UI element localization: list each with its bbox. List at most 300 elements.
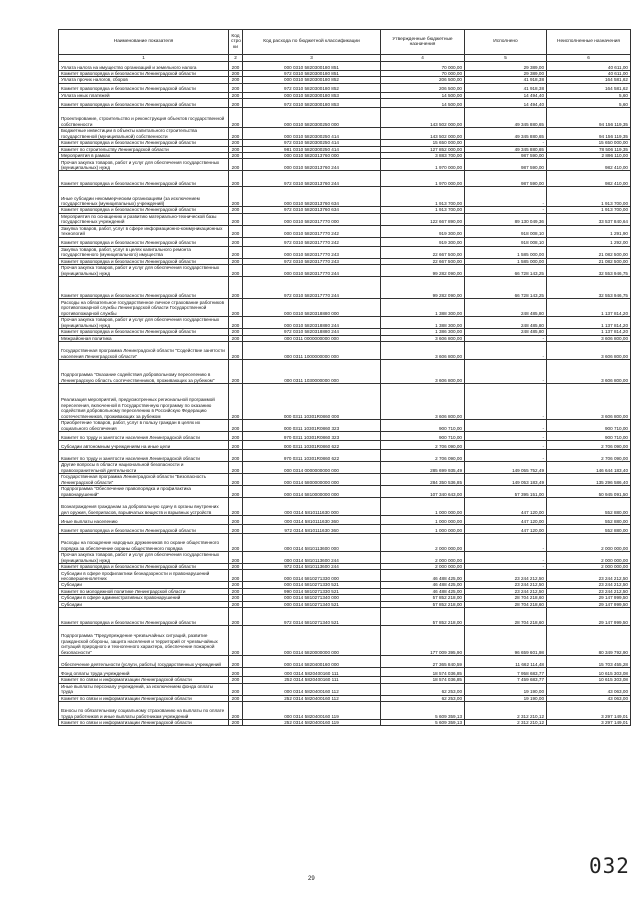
- row-unexecuted: 2 706 090,00: [547, 450, 631, 462]
- row-name: Мероприятия по оснащению и развитию материально-технической базы государственных учреждений: [59, 213, 229, 225]
- row-approved: 46 488 425,00: [381, 588, 465, 594]
- row-executed: -: [465, 335, 547, 341]
- row-approved: 5 609 359,13: [381, 701, 465, 719]
- row-unexecuted: 5,60: [547, 99, 631, 108]
- row-executed: 41 918,38: [465, 83, 547, 92]
- row-executed: -: [465, 564, 547, 570]
- row-line-code: 200: [229, 695, 243, 701]
- row-unexecuted: 94 156 119,35: [547, 128, 631, 140]
- row-name: Государственная программа Ленинградской области "Содействие занятости населения Ленинградской области": [59, 342, 229, 360]
- table-row: [59, 342, 631, 360]
- table-row: [59, 171, 631, 187]
- row-unexecuted: 40 611,00: [547, 71, 631, 77]
- row-budget-code: 970 0311 10301R0860 323: [243, 432, 381, 441]
- row-approved: 62 253,00: [381, 695, 465, 701]
- row-line-code: 200: [229, 77, 243, 83]
- row-budget-code: 000 0310 5820300250 000: [243, 108, 381, 128]
- row-approved: 14 500,00: [381, 92, 465, 98]
- header-unexecuted: Неисполненные назначения: [547, 30, 631, 55]
- table-row: [59, 246, 631, 258]
- row-budget-code: 000 0314 5820400160 119: [243, 701, 381, 719]
- row-approved: 62 253,00: [381, 683, 465, 695]
- table-header-row: [59, 30, 631, 55]
- row-approved: 18 574 036,85: [381, 677, 465, 683]
- row-unexecuted: 80 349 792,90: [547, 626, 631, 656]
- row-executed: 23 244 212,50: [465, 582, 547, 588]
- row-unexecuted: 3 606 800,00: [547, 335, 631, 341]
- row-budget-code: 000 0311 0000000000 000: [243, 335, 381, 341]
- row-budget-code: 972 0310 5820317770 244: [243, 277, 381, 299]
- table-row: [59, 525, 631, 534]
- row-budget-code: 000 0310 5820317770 243: [243, 246, 381, 258]
- row-executed: 447 120,00: [465, 525, 547, 534]
- row-unexecuted: 1 137 814,20: [547, 317, 631, 329]
- table-row: [59, 626, 631, 656]
- row-unexecuted: 552 880,00: [547, 525, 631, 534]
- row-unexecuted: 78 506 119,35: [547, 146, 631, 152]
- table-row: [59, 99, 631, 108]
- table-row: [59, 265, 631, 277]
- table-row: [59, 187, 631, 207]
- row-unexecuted: 40 611,00: [547, 62, 631, 71]
- row-budget-code: 981 0310 5820300250 414: [243, 146, 381, 152]
- row-approved: 57 852 218,00: [381, 608, 465, 626]
- row-approved: 127 852 000,00: [381, 146, 465, 152]
- row-executed: -: [465, 360, 547, 384]
- row-approved: 1 000 000,00: [381, 498, 465, 516]
- column-number: 3: [243, 55, 381, 62]
- row-budget-code: 000 0310 5820318880 000: [243, 299, 381, 317]
- row-name: Субсидии: [59, 601, 229, 607]
- row-unexecuted: 552 880,00: [547, 516, 631, 525]
- row-name: Субсидии автономным учреждениям на иные цели: [59, 441, 229, 450]
- row-name: Другие вопросы в области национальной безопасности и правоохранительной деятельности: [59, 462, 229, 474]
- row-unexecuted: 32 553 946,75: [547, 277, 631, 299]
- row-name: Уплата прочих налогов, сборов: [59, 77, 229, 83]
- table-row: [59, 299, 631, 317]
- row-budget-code: 990 0314 5810271330 521: [243, 588, 381, 594]
- row-unexecuted: 23 244 212,50: [547, 588, 631, 594]
- row-budget-code: 000 0314 5820400160 000: [243, 656, 381, 668]
- row-name: Комитет правопорядка и безопасности Ленинградской области: [59, 207, 229, 213]
- row-unexecuted: 10 615 303,08: [547, 668, 631, 677]
- table-row: [59, 462, 631, 474]
- row-executed: 447 120,00: [465, 516, 547, 525]
- row-budget-code: 970 0311 10301R0860 622: [243, 450, 381, 462]
- row-name: Комитет по труду и занятости населения Ленинградской области: [59, 450, 229, 462]
- row-line-code: 200: [229, 516, 243, 525]
- row-name: Комитет по молодежной политике Ленинградской области: [59, 588, 229, 594]
- row-line-code: 200: [229, 384, 243, 420]
- header-line-code: Код стро ки: [229, 30, 243, 55]
- row-name: Комитет правопорядка и безопасности Ленинградской области: [59, 83, 229, 92]
- row-unexecuted: 23 244 212,50: [547, 582, 631, 588]
- row-name: Уплата иных платежей: [59, 92, 229, 98]
- row-line-code: 200: [229, 608, 243, 626]
- row-line-code: 200: [229, 317, 243, 329]
- row-line-code: 200: [229, 595, 243, 601]
- row-name: Расходы на обязательное государственное личное страхование работников противопожарной службы Ленинградской области Государственной противопожарной службы: [59, 299, 229, 317]
- row-line-code: 200: [229, 582, 243, 588]
- row-line-code: 200: [229, 146, 243, 152]
- row-unexecuted: 1 913 700,00: [547, 187, 631, 207]
- table-row: [59, 420, 631, 432]
- row-approved: 206 500,00: [381, 83, 465, 92]
- row-executed: 14 494,40: [465, 99, 547, 108]
- row-approved: 143 502 000,00: [381, 108, 465, 128]
- row-budget-code: 252 0314 5820400160 119: [243, 719, 381, 725]
- row-name: Подпрограмма "Оказание содействия добровольному переселению в Ленинградскую область соотечественников, проживающих за рубежом": [59, 360, 229, 384]
- budget-execution-table: [58, 29, 631, 726]
- row-name: Комитет по связи и информатизации Ленинградской области: [59, 719, 229, 725]
- row-budget-code: 000 0314 5810000000 000: [243, 486, 381, 498]
- table-row: [59, 441, 631, 450]
- row-unexecuted: 21 082 500,00: [547, 246, 631, 258]
- row-name: Взносы по обязательному социальному страхованию на выплаты по оплате труда работников и иные выплаты работникам учреждений: [59, 701, 229, 719]
- row-executed: 149 053 183,49: [465, 474, 547, 486]
- row-line-code: 200: [229, 62, 243, 71]
- row-name: Расходы на поощрение народных дружинников по охране общественного порядка за обеспечение охраны общественного порядка: [59, 534, 229, 552]
- row-executed: 14 494,40: [465, 92, 547, 98]
- column-number: 5: [465, 55, 547, 62]
- row-approved: 3 606 800,00: [381, 342, 465, 360]
- row-executed: 447 120,00: [465, 498, 547, 516]
- row-executed: -: [465, 534, 547, 552]
- row-approved: 143 502 000,00: [381, 128, 465, 140]
- row-executed: 1 585 000,00: [465, 246, 547, 258]
- row-line-code: 200: [229, 420, 243, 432]
- row-executed: 49 345 880,65: [465, 108, 547, 128]
- row-executed: -: [465, 552, 547, 564]
- row-executed: 149 055 752,49: [465, 462, 547, 474]
- row-name: Прочая закупка товаров, работ и услуг для обеспечения государственных (муниципальных) нужд: [59, 159, 229, 171]
- row-budget-code: 000 0310 5820300180 853: [243, 92, 381, 98]
- row-budget-code: 000 0314 5810113600 244: [243, 552, 381, 564]
- row-budget-code: 972 0310 5820318880 244: [243, 329, 381, 335]
- row-name: Фонд оплаты труда учреждений: [59, 668, 229, 677]
- row-budget-code: 000 0310 5820317770 242: [243, 225, 381, 237]
- row-line-code: 200: [229, 92, 243, 98]
- row-executed: 19 190,00: [465, 683, 547, 695]
- row-approved: 57 852 218,00: [381, 595, 465, 601]
- row-unexecuted: 2 706 090,00: [547, 441, 631, 450]
- row-approved: 2 706 090,00: [381, 450, 465, 462]
- column-number: 4: [381, 55, 465, 62]
- row-name: Прочая закупка товаров, работ и услуг для обеспечения государственных (муниципальных) нужд: [59, 317, 229, 329]
- row-line-code: 200: [229, 626, 243, 656]
- row-line-code: 200: [229, 570, 243, 582]
- row-executed: 248 485,80: [465, 317, 547, 329]
- row-unexecuted: 50 945 091,50: [547, 486, 631, 498]
- row-budget-code: 000 0311 1000000000 000: [243, 342, 381, 360]
- row-budget-code: 972 0310 5820300180 852: [243, 83, 381, 92]
- row-line-code: 200: [229, 668, 243, 677]
- row-budget-code: 972 0310 5820317770 243: [243, 258, 381, 264]
- row-unexecuted: 29 147 999,50: [547, 601, 631, 607]
- row-approved: 919 300,00: [381, 225, 465, 237]
- row-line-code: 200: [229, 258, 243, 264]
- row-name: Мероприятия в рамках: [59, 153, 229, 159]
- row-budget-code: 000 0314 5810271330 000: [243, 570, 381, 582]
- row-executed: 29 389,00: [465, 71, 547, 77]
- row-budget-code: 000 0314 5820400160 111: [243, 668, 381, 677]
- table-row: [59, 486, 631, 498]
- row-name: Субсидии в сфере административных правонарушений: [59, 595, 229, 601]
- row-budget-code: 000 0314 5810271330 521: [243, 582, 381, 588]
- column-number: 2: [229, 55, 243, 62]
- table-row: [59, 608, 631, 626]
- row-executed: 2 312 210,12: [465, 701, 547, 719]
- row-budget-code: 972 0310 5820313760 244: [243, 171, 381, 187]
- table-row: [59, 432, 631, 441]
- row-approved: 15 650 000,00: [381, 140, 465, 146]
- row-approved: 70 000,00: [381, 71, 465, 77]
- row-budget-code: 000 0310 5820300180 852: [243, 77, 381, 83]
- row-line-code: 200: [229, 83, 243, 92]
- row-name: Вознаграждения гражданам за добровольную сдачу в органы внутренних дел оружия, боеприпасов, взрывчатых веществ и взрывных устройств: [59, 498, 229, 516]
- row-unexecuted: 10 615 303,08: [547, 677, 631, 683]
- row-name: Закупка товаров, работ, услуг в целях капитального ремонта государственного (муниципального) имущества: [59, 246, 229, 258]
- page-number: 29: [308, 876, 315, 882]
- row-name: Субсидии: [59, 582, 229, 588]
- row-line-code: 200: [229, 462, 243, 474]
- row-name: Иные выплаты населению: [59, 516, 229, 525]
- row-approved: 2 706 090,00: [381, 441, 465, 450]
- row-executed: 987 590,00: [465, 153, 547, 159]
- row-line-code: 200: [229, 265, 243, 277]
- row-name: Комитет правопорядка и безопасности Ленинградской области: [59, 140, 229, 146]
- row-executed: 41 918,38: [465, 77, 547, 83]
- table-row: [59, 225, 631, 237]
- row-approved: 3 606 800,00: [381, 384, 465, 420]
- row-name: Приобретение товаров, работ, услуг в пользу граждан в целях их социального обеспечения: [59, 420, 229, 432]
- row-line-code: 200: [229, 342, 243, 360]
- row-unexecuted: 1 137 814,20: [547, 329, 631, 335]
- row-executed: -: [465, 140, 547, 146]
- row-approved: 46 488 425,00: [381, 570, 465, 582]
- row-approved: 1 388 300,00: [381, 299, 465, 317]
- row-executed: 987 590,00: [465, 171, 547, 187]
- row-executed: -: [465, 342, 547, 360]
- row-approved: 18 574 036,85: [381, 668, 465, 677]
- row-executed: 7 459 683,77: [465, 677, 547, 683]
- row-approved: 1 913 700,00: [381, 207, 465, 213]
- row-name: Комитет правопорядка и безопасности Ленинградской области: [59, 329, 229, 335]
- table-row: [59, 83, 631, 92]
- row-approved: 27 365 840,59: [381, 656, 465, 668]
- row-line-code: 200: [229, 677, 243, 683]
- row-budget-code: 252 0314 5820400160 111: [243, 677, 381, 683]
- row-line-code: 200: [229, 601, 243, 607]
- table-row: [59, 384, 631, 420]
- row-budget-code: 972 0310 5820300250 414: [243, 140, 381, 146]
- row-name: Закупка товаров, работ, услуг в сфере информационно-коммуникационных технологий: [59, 225, 229, 237]
- row-unexecuted: 21 082 500,00: [547, 258, 631, 264]
- row-unexecuted: 3 297 149,01: [547, 701, 631, 719]
- row-name: Комитет по строительству Ленинградской области: [59, 146, 229, 152]
- row-approved: 122 667 890,00: [381, 213, 465, 225]
- row-budget-code: 252 0314 5820400160 112: [243, 695, 381, 701]
- row-approved: 1 000 000,00: [381, 525, 465, 534]
- row-approved: 5 609 359,13: [381, 719, 465, 725]
- row-line-code: 200: [229, 450, 243, 462]
- row-line-code: 200: [229, 474, 243, 486]
- row-executed: 66 728 143,25: [465, 265, 547, 277]
- row-executed: -: [465, 207, 547, 213]
- row-name: Реализация мероприятий, предусмотренных региональной программой переселения, включенной в Государственную программу по оказанию содействия добровольному переселению в Российскую Федерацию соотечественников, проживающих за рубежом: [59, 384, 229, 420]
- row-unexecuted: 43 063,00: [547, 695, 631, 701]
- row-approved: 3 883 700,00: [381, 153, 465, 159]
- row-budget-code: 000 0314 5820000000 000: [243, 626, 381, 656]
- table-row: [59, 570, 631, 582]
- row-executed: 248 485,80: [465, 329, 547, 335]
- row-approved: 1 386 300,00: [381, 329, 465, 335]
- row-approved: 1 000 000,00: [381, 516, 465, 525]
- row-approved: 1 388 300,00: [381, 317, 465, 329]
- table-row: [59, 474, 631, 486]
- row-unexecuted: 2 000 000,00: [547, 564, 631, 570]
- row-budget-code: 000 0314 5810271340 521: [243, 601, 381, 607]
- row-executed: 28 704 218,60: [465, 595, 547, 601]
- row-unexecuted: 23 244 212,50: [547, 570, 631, 582]
- row-line-code: 200: [229, 159, 243, 171]
- table-row: [59, 213, 631, 225]
- row-approved: 3 606 800,00: [381, 360, 465, 384]
- row-executed: 23 244 212,50: [465, 570, 547, 582]
- row-name: Обеспечение деятельности (услуги, работы) государственных учреждений: [59, 656, 229, 668]
- row-budget-code: 000 0314 0000000000 000: [243, 462, 381, 474]
- row-executed: 918 008,10: [465, 237, 547, 246]
- row-name: Комитет правопорядка и безопасности Ленинградской области: [59, 71, 229, 77]
- row-name: Комитет правопорядка и безопасности Ленинградской области: [59, 525, 229, 534]
- row-unexecuted: 1 291,90: [547, 225, 631, 237]
- header-executed: Исполнено: [465, 30, 547, 55]
- row-line-code: 200: [229, 237, 243, 246]
- row-executed: 28 704 218,60: [465, 608, 547, 626]
- row-name: Уплата налога на имущество организаций и земельного налога: [59, 62, 229, 71]
- row-unexecuted: 1 292,00: [547, 237, 631, 246]
- row-name: Бюджетные инвестиции в объекты капитального строительства государственной (муниципальной) собственности: [59, 128, 229, 140]
- row-unexecuted: 1 137 814,20: [547, 299, 631, 317]
- row-line-code: 200: [229, 564, 243, 570]
- row-executed: -: [465, 420, 547, 432]
- table-row: [59, 108, 631, 128]
- column-number: 6: [547, 55, 631, 62]
- row-approved: 1 970 000,00: [381, 171, 465, 187]
- row-approved: 107 340 643,00: [381, 486, 465, 498]
- row-line-code: 200: [229, 71, 243, 77]
- row-approved: 1 913 700,00: [381, 187, 465, 207]
- row-budget-code: 972 0310 5820300180 851: [243, 71, 381, 77]
- row-budget-code: 000 0314 5810113600 000: [243, 534, 381, 552]
- row-name: Комитет по связи и информатизации Ленинградской области: [59, 677, 229, 683]
- row-executed: -: [465, 450, 547, 462]
- row-line-code: 200: [229, 432, 243, 441]
- row-budget-code: 000 0311 10301R0860 323: [243, 420, 381, 432]
- row-executed: -: [465, 441, 547, 450]
- row-line-code: 200: [229, 99, 243, 108]
- row-unexecuted: 900 710,00: [547, 432, 631, 441]
- row-budget-code: 972 0314 5810113600 244: [243, 564, 381, 570]
- row-unexecuted: 982 410,00: [547, 171, 631, 187]
- row-executed: 918 008,10: [465, 225, 547, 237]
- row-budget-code: 000 0310 5820317770 244: [243, 265, 381, 277]
- row-unexecuted: 1 913 700,00: [547, 207, 631, 213]
- row-executed: 7 958 683,77: [465, 668, 547, 677]
- table-row: [59, 683, 631, 695]
- row-name: Проектирование, строительство и реконструкция объектов государственной собственности: [59, 108, 229, 128]
- row-executed: 49 345 880,65: [465, 128, 547, 140]
- row-budget-code: 972 0310 5820317770 242: [243, 237, 381, 246]
- table-row: [59, 237, 631, 246]
- row-line-code: 200: [229, 656, 243, 668]
- row-unexecuted: 900 710,00: [547, 420, 631, 432]
- row-executed: 29 389,00: [465, 62, 547, 71]
- row-line-code: 200: [229, 335, 243, 341]
- row-executed: -: [465, 384, 547, 420]
- row-line-code: 200: [229, 534, 243, 552]
- row-name: Комитет по труду и занятости населения Ленинградской области: [59, 432, 229, 441]
- row-unexecuted: 552 880,00: [547, 498, 631, 516]
- row-line-code: 200: [229, 719, 243, 725]
- table-row: [59, 516, 631, 525]
- row-budget-code: 000 0314 5810111630 000: [243, 498, 381, 516]
- row-unexecuted: 3 297 149,01: [547, 719, 631, 725]
- row-budget-code: 000 0310 5820313760 634: [243, 187, 381, 207]
- table-row: [59, 656, 631, 668]
- table-row: [59, 498, 631, 516]
- row-unexecuted: 2 000 000,00: [547, 534, 631, 552]
- row-executed: 57 395 151,00: [465, 486, 547, 498]
- row-line-code: 200: [229, 277, 243, 299]
- row-approved: 70 000,00: [381, 62, 465, 71]
- row-name: Комитет правопорядка и безопасности Ленинградской области: [59, 171, 229, 187]
- row-unexecuted: 2 000 000,00: [547, 552, 631, 564]
- row-budget-code: 000 0310 5820300250 414: [243, 128, 381, 140]
- row-executed: 11 662 114,48: [465, 656, 547, 668]
- table-row: [59, 159, 631, 171]
- row-line-code: 200: [229, 213, 243, 225]
- row-name: Подпрограмма "Обеспечение правопорядка и профилактика правонарушений": [59, 486, 229, 498]
- row-unexecuted: 3 606 800,00: [547, 342, 631, 360]
- table-row: [59, 277, 631, 299]
- row-name: Комитет правопорядка и безопасности Ленинградской области: [59, 258, 229, 264]
- row-budget-code: 000 0310 5820317770 000: [243, 213, 381, 225]
- row-budget-code: 000 0310 5820313760 000: [243, 153, 381, 159]
- row-name: Подпрограмма "Предупреждение чрезвычайных ситуаций, развитие гражданской обороны, защита населения и территорий от чрезвычайных ситуаций природного и техногенного характера, обеспечение пожарной безопасности": [59, 626, 229, 656]
- row-budget-code: 000 0310 5820318880 244: [243, 317, 381, 329]
- row-executed: -: [465, 187, 547, 207]
- row-budget-code: 972 0310 5820313760 634: [243, 207, 381, 213]
- table-row: [59, 62, 631, 71]
- row-unexecuted: 43 063,00: [547, 683, 631, 695]
- row-executed: 96 659 601,98: [465, 626, 547, 656]
- row-line-code: 200: [229, 486, 243, 498]
- row-line-code: 200: [229, 588, 243, 594]
- row-unexecuted: 164 581,62: [547, 77, 631, 83]
- table-row: [59, 360, 631, 384]
- row-unexecuted: 32 553 946,75: [547, 265, 631, 277]
- table-row: [59, 701, 631, 719]
- row-line-code: 200: [229, 128, 243, 140]
- row-line-code: 200: [229, 683, 243, 695]
- column-number-row: [59, 55, 631, 62]
- row-executed: 49 345 880,65: [465, 146, 547, 152]
- row-unexecuted: 3 606 800,00: [547, 360, 631, 384]
- row-name: Прочая закупка товаров, работ и услуг для обеспечения государственных (муниципальных) нужд: [59, 552, 229, 564]
- row-unexecuted: 33 537 840,64: [547, 213, 631, 225]
- row-executed: 2 312 210,12: [465, 719, 547, 725]
